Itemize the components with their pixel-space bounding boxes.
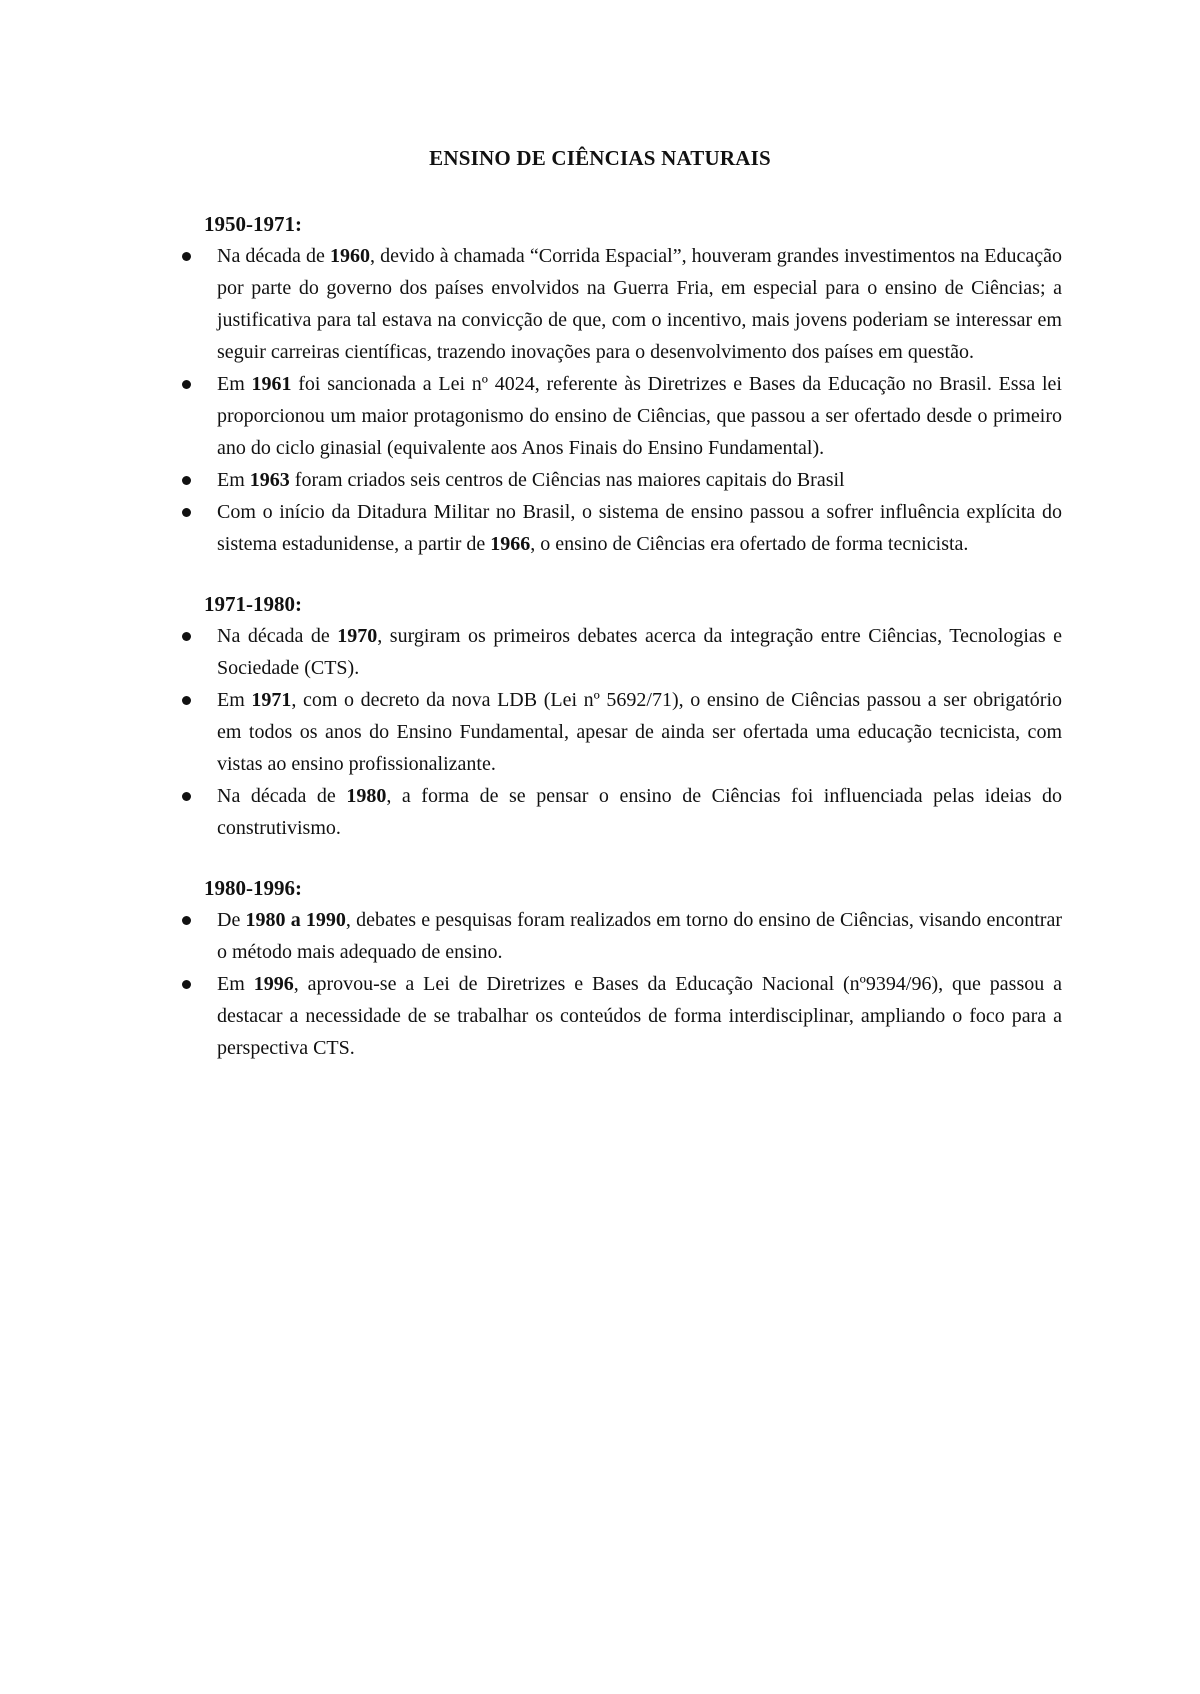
bullet-list	[182, 620, 1062, 844]
list-item	[182, 620, 1062, 684]
text-run: , o ensino de Ciências era ofertado de forma tecnicista.	[530, 533, 969, 555]
text-run: Em	[217, 973, 254, 995]
text-run: , com o decreto da nova LDB (Lei nº 5692/71), o ensino de Ciências passou a ser obrigatório em todos os anos do Ensino Fundamental, apesar de ainda ser ofertada uma educação tecnicista, com vistas ao ensino profissionalizante.	[217, 689, 1062, 775]
item-text	[217, 909, 1062, 963]
list-item	[182, 780, 1062, 844]
text-run: Em	[217, 373, 252, 395]
bullet-icon	[182, 252, 191, 261]
section-1980-1996	[182, 872, 1062, 1064]
item-text	[217, 785, 1062, 839]
section-heading: 1971-1980:	[204, 592, 302, 616]
bullet-list	[182, 240, 1062, 560]
item-text	[217, 373, 1062, 459]
text-run: Com o início da Ditadura Militar no Brasil, o sistema de ensino passou a sofrer influência explícita do sistema estadunidense, a partir de	[217, 501, 1062, 555]
text-run: foi sancionada a Lei nº 4024, referente às Diretrizes e Bases da Educação no Brasil. Essa lei proporcionou um maior protagonismo do ensino de Ciências, que passou a ser ofertado desde o primeiro ano do ciclo ginasial (equivalente aos Anos Finais do Ensino Fundamental).	[217, 373, 1062, 459]
bold-year: 1963	[249, 469, 290, 491]
bold-year: 1971	[251, 689, 292, 711]
bold-year: 1980 a 1990	[245, 909, 346, 931]
bold-year: 1980	[346, 785, 387, 807]
item-text	[217, 245, 1062, 363]
bold-year: 1961	[251, 373, 292, 395]
item-text	[217, 973, 1062, 1059]
text-run: Na década de	[217, 245, 331, 267]
document-title: ENSINO DE CIÊNCIAS NATURAIS	[429, 146, 771, 170]
text-run: Na década de	[217, 785, 347, 807]
bullet-icon	[182, 980, 191, 989]
bullet-icon	[182, 476, 191, 485]
text-run: Em	[217, 689, 252, 711]
item-text	[217, 501, 1062, 555]
text-run: , aprovou-se a Lei de Diretrizes e Bases da Educação Nacional (nº9394/96), que passou a destacar a necessidade de se trabalhar os conteúdos de forma interdisciplinar, ampliando o foco para a perspectiva CTS.	[217, 973, 1062, 1059]
bullet-icon	[182, 916, 191, 925]
list-item	[182, 496, 1062, 560]
bullet-list	[182, 904, 1062, 1064]
bullet-icon	[182, 632, 191, 641]
list-item	[182, 240, 1062, 368]
document-body	[182, 208, 1062, 1092]
bullet-icon	[182, 380, 191, 389]
text-run: Na década de	[217, 625, 338, 647]
text-run: , surgiram os primeiros debates acerca da integração entre Ciências, Tecnologias e Sociedade (CTS).	[217, 625, 1062, 679]
list-item	[182, 968, 1062, 1064]
list-item	[182, 904, 1062, 968]
bullet-icon	[182, 508, 191, 517]
text-run: , a forma de se pensar o ensino de Ciências foi influenciada pelas ideias do construtivismo.	[217, 785, 1062, 839]
section-1971-1980	[182, 588, 1062, 844]
item-text	[217, 469, 845, 491]
bold-year: 1966	[490, 533, 531, 555]
bold-year: 1970	[337, 625, 378, 647]
list-item	[182, 368, 1062, 464]
section-heading: 1980-1996:	[204, 876, 302, 900]
bold-year: 1996	[253, 973, 294, 995]
bullet-icon	[182, 696, 191, 705]
text-run: , devido à chamada “Corrida Espacial”, houveram grandes investimentos na Educação por parte do governo dos países envolvidos na Guerra Fria, em especial para o ensino de Ciências; a justificativa para tal estava na convicção de que, com o incentivo, mais jovens poderiam se interessar em seguir carreiras científicas, trazendo inovações para o desenvolvimento dos países em questão.	[217, 245, 1062, 363]
section-heading: 1950-1971:	[204, 212, 302, 236]
section-1950-1971	[182, 208, 1062, 560]
bold-year: 1960	[330, 245, 371, 267]
text-run: , debates e pesquisas foram realizados em torno do ensino de Ciências, visando encontrar o método mais adequado de ensino.	[217, 909, 1062, 963]
bullet-icon	[182, 792, 191, 801]
text-run: Em	[217, 469, 250, 491]
text-run: foram criados seis centros de Ciências nas maiores capitais do Brasil	[289, 469, 845, 491]
list-item	[182, 684, 1062, 780]
item-text	[217, 689, 1062, 775]
item-text	[217, 625, 1062, 679]
text-run: De	[217, 909, 246, 931]
list-item	[182, 464, 1062, 496]
